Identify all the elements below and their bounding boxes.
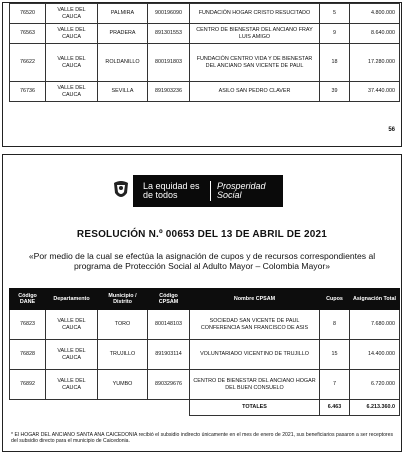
cpsam-name-cell: SOCIEDAD SAN VICENTE DE PAUL CONFERENCIA SAN FRANCISCO DE ASIS <box>190 310 320 340</box>
municipality-cell: ROLDANILLO <box>98 44 148 82</box>
cpsam-code-cell: 900196090 <box>148 4 190 24</box>
total-cell: 4.800.000 <box>350 4 400 24</box>
total-cell: 17.280.000 <box>350 44 400 82</box>
municipality-cell: PALMIRA <box>98 4 148 24</box>
table-row <box>10 82 400 102</box>
table-row <box>10 340 400 370</box>
cpsam-name-cell: FUNDACIÓN HOGAR CRISTO RESUCITADO <box>190 4 320 24</box>
cpsam-name-cell: ASILO SAN PEDRO CLAVER <box>190 82 320 102</box>
header-cupos: Cupos <box>320 289 350 310</box>
cpsam-name-cell: CENTRO DE BIENESTAR DEL ANCIANO FRAY LUIS AMIGO <box>190 24 320 44</box>
header-dane-code: Código DANE <box>10 289 46 310</box>
municipality-cell: PRADERA <box>98 24 148 44</box>
cpsam-name-cell: VOLUNTARIADO VICENTINO DE TRUJILLO <box>190 340 320 370</box>
totals-spacer <box>10 400 190 416</box>
allocation-table-continued <box>9 3 400 102</box>
totals-amount: 6.213.360.0 <box>350 400 400 416</box>
table-row <box>10 370 400 400</box>
department-cell: VALLE DEL CAUCA <box>46 44 98 82</box>
table-row <box>10 44 400 82</box>
cupos-cell: 39 <box>320 82 350 102</box>
table-row <box>10 24 400 44</box>
department-cell: VALLE DEL CAUCA <box>46 370 98 400</box>
totals-cupos: 6.463 <box>320 400 350 416</box>
cpsam-code-cell: 891903114 <box>148 340 190 370</box>
department-cell: VALLE DEL CAUCA <box>46 340 98 370</box>
cupos-cell: 7 <box>320 370 350 400</box>
header-department: Departamento <box>46 289 98 310</box>
header-cpsam-name: Nombre CPSAM <box>190 289 320 310</box>
header-total: Asignación Total <box>350 289 400 310</box>
cpsam-code-cell: 800148103 <box>148 310 190 340</box>
total-cell: 37.440.000 <box>350 82 400 102</box>
dane-code-cell: 76622 <box>10 44 46 82</box>
total-cell: 8.640.000 <box>350 24 400 44</box>
total-cell: 6.720.000 <box>350 370 400 400</box>
cupos-cell: 18 <box>320 44 350 82</box>
dane-code-cell: 76828 <box>10 340 46 370</box>
allocation-table <box>9 288 400 416</box>
total-cell: 7.680.000 <box>350 310 400 340</box>
dane-code-cell: 76736 <box>10 82 46 102</box>
logo-divider <box>210 181 211 201</box>
table-row <box>10 4 400 24</box>
table-header-row <box>10 289 400 310</box>
cpsam-code-cell: 890329676 <box>148 370 190 400</box>
cpsam-code-cell: 891301553 <box>148 24 190 44</box>
department-cell: VALLE DEL CAUCA <box>46 24 98 44</box>
municipality-cell: TRUJILLO <box>98 340 148 370</box>
logo-entity-name: Prosperidad Social <box>217 180 266 200</box>
municipality-cell: SEVILLA <box>98 82 148 102</box>
dane-code-cell: 76892 <box>10 370 46 400</box>
document-title: RESOLUCIÓN N.º 00653 DEL 13 DE ABRIL DE 2021 <box>76 229 328 240</box>
cupos-cell: 9 <box>320 24 350 44</box>
department-cell: VALLE DEL CAUCA <box>46 310 98 340</box>
municipality-cell: YUMBO <box>98 370 148 400</box>
cupos-cell: 15 <box>320 340 350 370</box>
footnote: * El HOGAR DEL ANCIANO SANTA ANA CAICEDONIA recibió el subsidio indirecto únicamente en el mes de enero de 2021, sus beneficiarios pasaron a ser receptores del subsidio directo para el municipio de Caicedonia. <box>11 432 393 445</box>
dane-code-cell: 76563 <box>10 24 46 44</box>
totals-row <box>10 400 400 416</box>
municipality-cell: TORO <box>98 310 148 340</box>
department-cell: VALLE DEL CAUCA <box>46 4 98 24</box>
cpsam-code-cell: 891903236 <box>148 82 190 102</box>
page-number: 56 <box>388 127 395 133</box>
cupos-cell: 8 <box>320 310 350 340</box>
document-subtitle: «Por medio de la cual se efectúa la asignación de cupos y de recursos correspondientes al programa de Protección Social al Adulto Mayor – Colombia Mayor» <box>28 251 376 272</box>
cupos-cell: 5 <box>320 4 350 24</box>
previous-page <box>2 2 402 147</box>
current-page <box>2 154 402 452</box>
total-cell: 14.400.000 <box>350 340 400 370</box>
table-row <box>10 310 400 340</box>
dane-code-cell: 76823 <box>10 310 46 340</box>
logo-slogan: La equidad es de todos <box>143 180 200 200</box>
institution-logo <box>133 175 283 207</box>
department-cell: VALLE DEL CAUCA <box>46 82 98 102</box>
dane-code-cell: 76520 <box>10 4 46 24</box>
header-municipality: Municipio / Distrito <box>98 289 148 310</box>
cpsam-name-cell: FUNDACIÓN CENTRO VIDA Y DE BIENESTAR DEL ANCIANO SAN VICENTE DE PAUL <box>190 44 320 82</box>
coat-of-arms-icon <box>111 179 131 203</box>
header-cpsam-code: Código CPSAM <box>148 289 190 310</box>
cpsam-code-cell: 800191803 <box>148 44 190 82</box>
totals-label: TOTALES <box>190 400 320 416</box>
cpsam-name-cell: CENTRO DE BIENESTAR DEL ANCIANO HOGAR DEL BUEN CONSUELO <box>190 370 320 400</box>
